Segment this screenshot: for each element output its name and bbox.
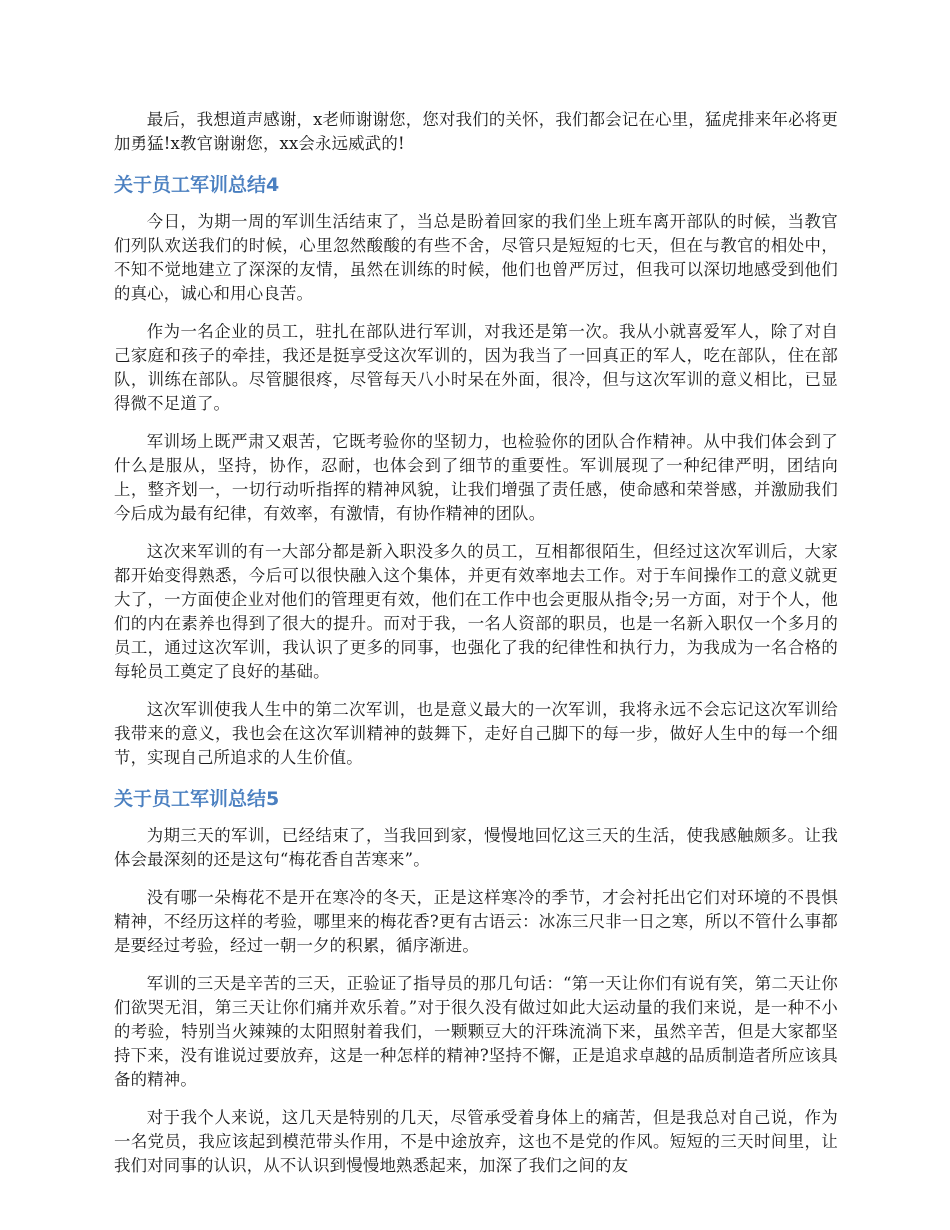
closing-paragraph: 最后，我想道声感谢，x老师谢谢您，您对我们的关怀，我们都会记在心里，猛虎排来年必将更加勇猛!x教官谢谢您，xx会永远威武的! [114, 110, 838, 153]
section-4 [114, 170, 838, 770]
section-5-title: 关于员工军训总结5 [114, 788, 280, 810]
section-5-paragraph-1: 为期三天的军训，已经结束了，当我回到家，慢慢地回忆这三天的生活，使我感触颇多。让我体会最深刻的还是这句“梅花香自苦寒来”。 [114, 826, 838, 869]
section-4-paragraph-1: 今日，为期一周的军训生活结束了，当总是盼着回家的我们坐上班车离开部队的时候，当教官们列队欢送我们的时候，心里忽然酸酸的有些不舍，尽管只是短短的七天，但在与教官的相处中，不知不觉地建立了深深的友情，虽然在训练的时候，他们也曾严厉过，但我可以深切地感受到他们的真心，诚心和用心良苦。 [114, 212, 838, 303]
section-4-paragraph-4: 这次来军训的有一大部分都是新入职没多久的员工，互相都很陌生，但经过这次军训后，大家都开始变得熟悉，今后可以很快融入这个集体，并更有效率地去工作。对于车间操作工的意义就更大了，一方面使企业对他们的管理更有效，他们在工作中也会更服从指令;另一方面，对于个人，他们的内在素养也得到了很大的提升。而对于我，一名人资部的职员，也是一名新入职仅一个多月的员工，通过这次军训，我认识了更多的同事，也强化了我的纪律性和执行力，为我成为一名合格的每轮员工奠定了良好的基础。 [114, 542, 838, 681]
section-5-paragraph-2: 没有哪一朵梅花不是开在寒冷的冬天，正是这样寒冷的季节，才会衬托出它们对环境的不畏惧精神，不经历这样的考验，哪里来的梅花香?更有古语云：冰冻三尺非一日之寒，所以不管什么事都是要经过考验，经过一朝一夕的积累，循序渐进。 [114, 888, 838, 955]
section-4-title: 关于员工军训总结4 [114, 174, 280, 196]
section-5-paragraph-3: 军训的三天是辛苦的三天，正验证了指导员的那几句话：“第一天让你们有说有笑，第二天让你们欲哭无泪，第三天让你们痛并欢乐着。”对于很久没有做过如此大运动量的我们来说，是一种不小的考验，特别当火辣辣的太阳照射着我们，一颗颗豆大的汗珠流淌下来，虽然辛苦，但是大家都坚持下来，没有谁说过要放弃，这是一种怎样的精神?坚持不懈，正是追求卓越的品质制造者所应该具备的精神。 [114, 974, 838, 1089]
section-5 [114, 784, 838, 1178]
section-4-paragraph-5: 这次军训使我人生中的第二次军训，也是意义最大的一次军训，我将永远不会忘记这次军训给我带来的意义，我也会在这次军训精神的鼓舞下，走好自己脚下的每一步，做好人生中的每一个细节，实现自己所追求的人生价值。 [114, 700, 838, 767]
section-5-paragraph-4: 对于我个人来说，这几天是特别的几天，尽管承受着身体上的痛苦，但是我总对自己说，作为一名党员，我应该起到模范带头作用，不是中途放弃，这也不是党的作风。短短的三天时间里，让我们对同事的认识，从不认识到慢慢地熟悉起来，加深了我们之间的友 [114, 1108, 838, 1175]
section-4-paragraph-3: 军训场上既严肃又艰苦，它既考验你的坚韧力，也检验你的团队合作精神。从中我们体会到了什么是服从，坚持，协作，忍耐，也体会到了细节的重要性。军训展现了一种纪律严明，团结向上，整齐划一，一切行动听指挥的精神风貌，让我们增强了责任感，使命感和荣誉感，并激励我们今后成为最有纪律，有效率，有激情，有协作精神的团队。 [114, 432, 838, 523]
document-page [114, 108, 838, 1192]
section-4-paragraph-2: 作为一名企业的员工，驻扎在部队进行军训，对我还是第一次。我从小就喜爱军人，除了对自己家庭和孩子的牵挂，我还是挺享受这次军训的，因为我当了一回真正的军人，吃在部队，住在部队，训练在部队。尽管腿很疼，尽管每天八小时呆在外面，很冷，但与这次军训的意义相比，已显得微不足道了。 [114, 322, 838, 413]
